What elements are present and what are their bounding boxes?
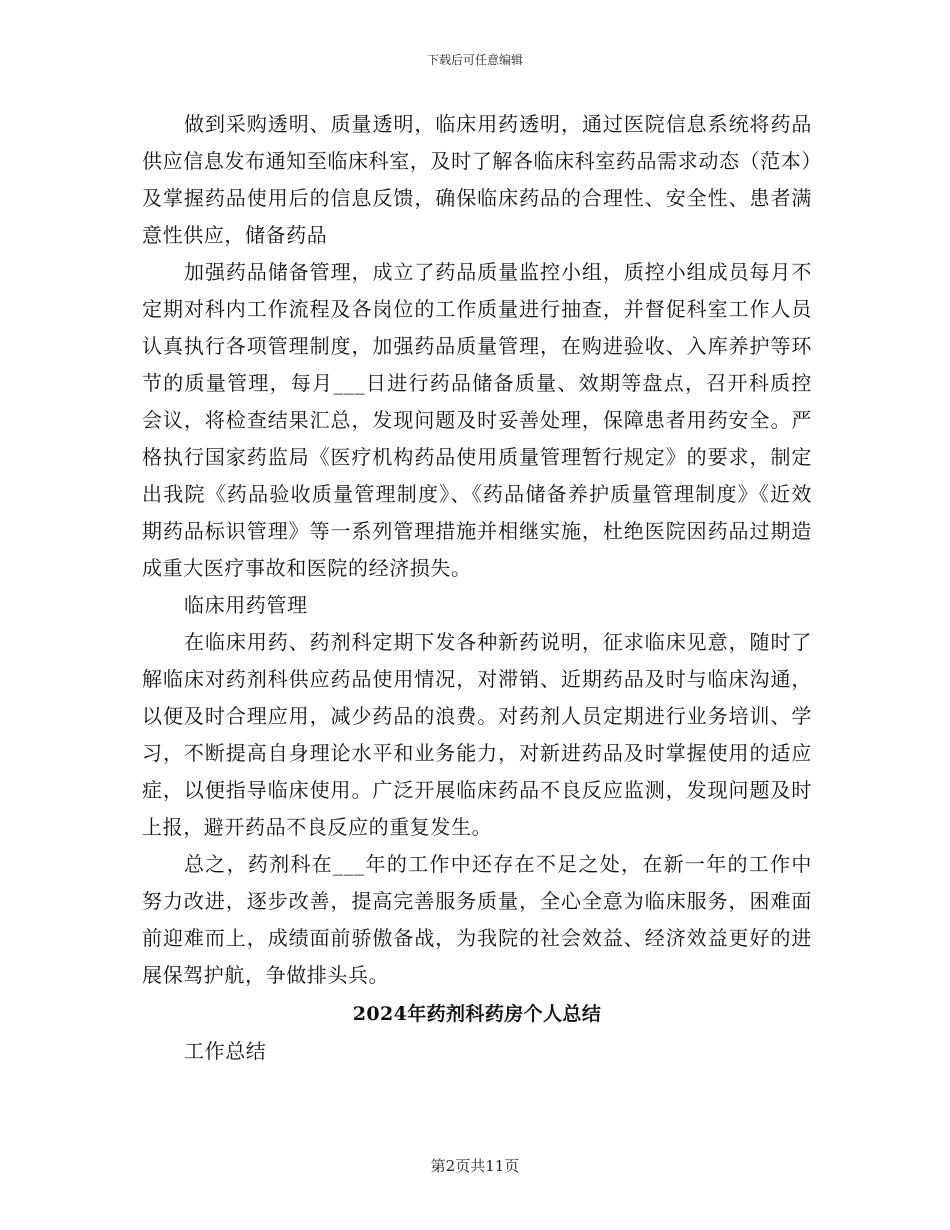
paragraph-conclusion: 总之，药剂科在___年的工作中还存在不足之处，在新一年的工作中努力改进，逐步改善，提高完善服务质量，全心全意为临床服务，困难面前迎难而上，成绩面前骄傲备战，为我院的社会效益、经济效益更好的进展保驾护航，争做排头兵。 bbox=[142, 852, 812, 987]
page-footer-number: 第2页共11页 bbox=[430, 1157, 520, 1175]
paragraph-clinical-medication: 在临床用药、药剂科定期下发各种新药说明，征求临床见意，随时了解临床对药剂科供应药品使用情况，对滞销、近期药品及时与临床沟通，以便及时合理应用，减少药品的浪费。对药剂人员定期进行业务培训、学习，不断提高自身理论水平和业务能力，对新进药品及时掌握使用的适应症，以便指导临床使用。广泛开展临床药品不良反应监测，发现问题及时上报，避开药品不良反应的重复发生。 bbox=[142, 630, 812, 839]
page-header-note: 下载后可任意编辑 bbox=[426, 53, 523, 67]
paragraph-clinical-medication-heading: 临床用药管理 bbox=[184, 593, 308, 617]
paragraph-storage-management: 加强药品储备管理，成立了药品质量监控小组，质控小组成员每月不定期对科内工作流程及各岗位的工作质量进行抽查，并督促科室工作人员认真执行各项管理制度，加强药品质量管理，在购进验收、入库养护等环节的质量管理，每月___日进行药品储备质量、效期等盘点，召开科质控会议，将检查结果汇总，发现问题及时妥善处理，保障患者用药安全。严格执行国家药监局《医疗机构药品使用质量管理暂行规定》的要求，制定出我院《药品验收质量管理制度》、《药品储备养护质量管理制度》《近效期药品标识管理》等一系列管理措施并相继实施，杜绝医院因药品过期造成重大医疗事故和医院的经济损失。 bbox=[142, 260, 812, 580]
section-title: 2024年药剂科药房个人总结 bbox=[352, 1003, 602, 1025]
paragraph-work-summary: 工作总结 bbox=[184, 1039, 267, 1063]
paragraph-procurement-transparency: 做到采购透明、质量透明，临床用药透明，通过医院信息系统将药品供应信息发布通知至临床科室，及时了解各临床科室药品需求动态（范本）及掌握药品使用后的信息反馈，确保临床药品的合理性、安全性、患者满意性供应，储备药品 bbox=[142, 112, 812, 247]
document-body bbox=[142, 106, 812, 1070]
